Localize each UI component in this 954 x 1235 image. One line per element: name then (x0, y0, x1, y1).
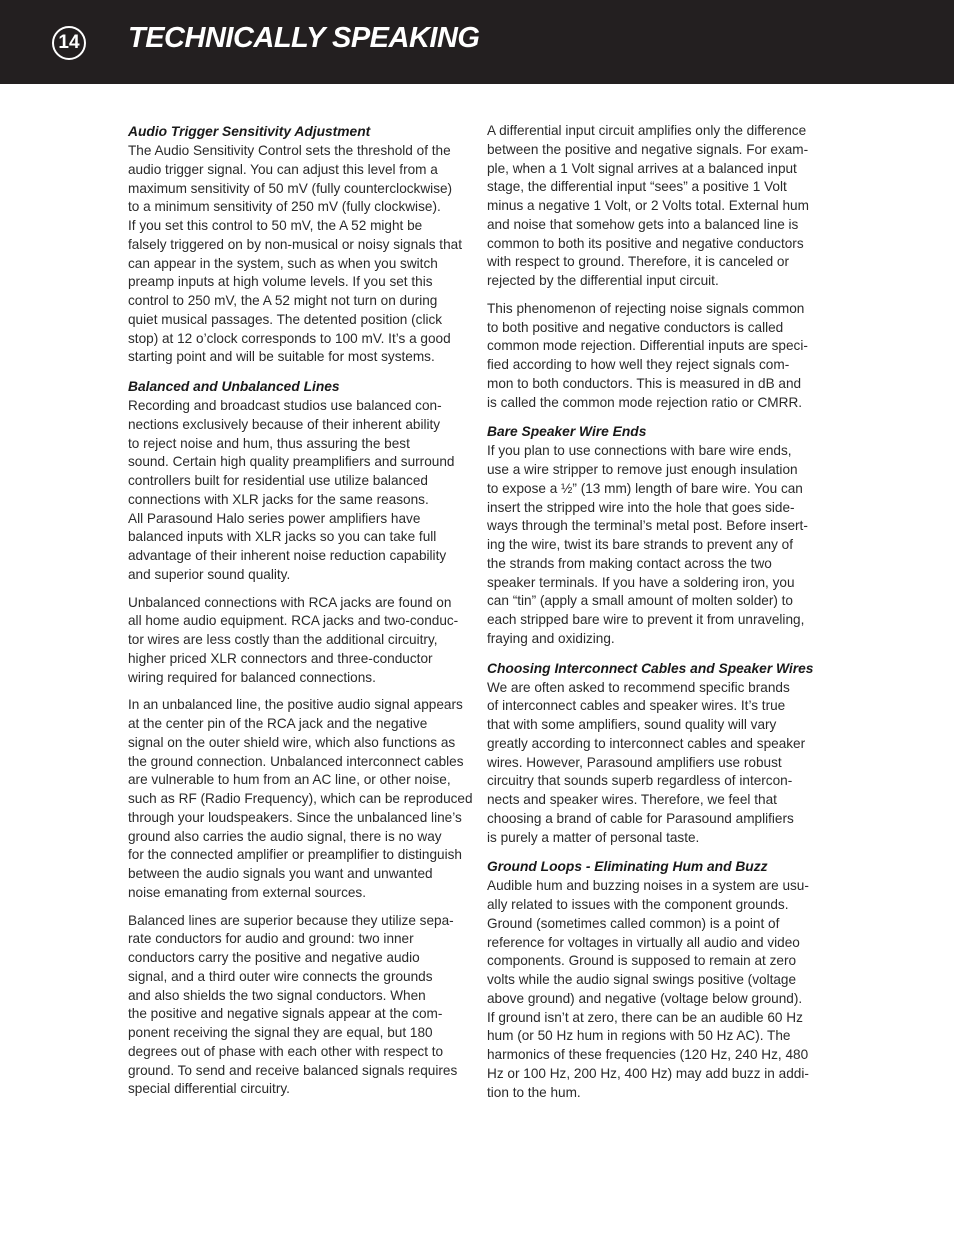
text-line: All Parasound Halo series power amplifiers have (128, 510, 421, 526)
text-line: noise emanating from external sources. (128, 884, 367, 900)
text-line: ple, when a 1 Volt signal arrives at a balanced input (487, 160, 797, 176)
text-line: is purely a matter of personal taste. (487, 829, 700, 845)
section-heading: Balanced and Unbalanced Lines (128, 379, 340, 394)
text-line: quiet musical passages. The detented position (click (128, 311, 443, 327)
text-line: wiring required for balanced connections. (128, 669, 376, 685)
paragraph (128, 912, 468, 1100)
paragraph (128, 142, 468, 367)
paragraph (487, 442, 827, 648)
text-line: harmonics of these frequencies (120 Hz, 240 Hz, 480 (487, 1047, 809, 1062)
section-ground-loops-eliminating-hum-and-buzz (487, 857, 827, 1102)
text-line: mon to both conductors. This is measured in dB and (487, 375, 802, 391)
text-line: can “tin” (apply a small amount of molten solder) to (487, 593, 793, 609)
text-line: Hz or 100 Hz, 200 Hz, 400 Hz) may add buzz in addi- (487, 1065, 809, 1081)
paragraph (487, 877, 827, 1102)
text-line: and noise that somehow gets into a balanced line is (487, 216, 799, 232)
text-line: the ground connection. Unbalanced interconnect cables (128, 753, 464, 769)
text-line: for the connected amplifier or preamplifier to distinguish (128, 847, 462, 863)
text-line: reference for voltages in virtually all audio and video (487, 934, 800, 950)
section-audio-trigger-sensitivity-adjustment (128, 122, 468, 367)
text-line: We are often asked to recommend specific brands (487, 679, 790, 695)
text-line: of interconnect cables and speaker wires. It’s true (487, 698, 786, 714)
text-line: ponent receiving the signal they are equal, but 180 (128, 1025, 433, 1040)
text-line: ways through the terminal’s metal post. Before insert- (487, 518, 808, 534)
text-line: If ground isn’t at zero, there can be an audible 60 Hz (487, 1009, 803, 1025)
text-line: starting point and will be suitable for most systems. (128, 349, 435, 365)
text-line: rejected by the differential input circuit. (487, 273, 719, 288)
text-line: maximum sensitivity of 50 mV (fully counterclockwise) (128, 180, 453, 196)
text-line: falsely triggered on by non-musical or noisy signals that (128, 236, 462, 252)
text-line: stage, the differential input “sees” a positive 1 Volt (487, 179, 787, 195)
text-line: Audible hum and buzzing noises in a system are usu- (487, 878, 809, 894)
text-line: special differential circuitry. (128, 1081, 290, 1097)
text-line: A differential input circuit amplifies only the difference (487, 123, 807, 138)
text-line: fied according to how well they reject signals com- (487, 357, 790, 372)
text-line: choosing a brand of cable for Parasound amplifiers (487, 810, 794, 826)
text-line: common to both its positive and negative conductors (487, 235, 804, 251)
paragraph (128, 397, 468, 585)
text-line: to a minimum sensitivity of 250 mV (fully clockwise). (128, 199, 441, 215)
text-line: to both positive and negative conductors is called (487, 319, 784, 335)
text-line: control to 250 mV, the A 52 might not turn on during (128, 293, 438, 308)
text-line: nections exclusively because of their inherent ability (128, 416, 441, 432)
text-line: This phenomenon of rejecting noise signals common (487, 300, 805, 316)
text-line: sound. Certain high quality preamplifiers and surround (128, 454, 455, 470)
text-line: Ground (sometimes called common) is a point of (487, 915, 780, 931)
text-line: are vulnerable to hum from an AC line, or other noise, (128, 772, 451, 788)
page-number-badge: 14 (52, 26, 86, 60)
section-heading: Choosing Interconnect Cables and Speaker Wires (487, 660, 814, 676)
text-line: higher priced XLR connectors and three-conductor (128, 650, 433, 666)
text-line: between the audio signals you want and unwanted (128, 866, 433, 881)
section-bare-speaker-wire-ends (487, 422, 827, 648)
text-line: and superior sound quality. (128, 566, 291, 582)
text-line: Balanced lines are superior because they utilize sepa- (128, 912, 454, 928)
text-line: ground. To send and receive balanced signals requires (128, 1062, 458, 1078)
text-line: minus a negative 1 Volt, or 2 Volts total. External hum (487, 198, 809, 213)
text-line: all home audio equipment. RCA jacks and two-conduc- (128, 613, 459, 629)
text-line: In an unbalanced line, the positive audio signal appears (128, 697, 463, 713)
page-header (0, 0, 954, 84)
text-line: If you plan to use connections with bare wire ends, (487, 443, 792, 459)
paragraph (128, 594, 468, 688)
section-heading: Bare Speaker Wire Ends (487, 424, 647, 440)
section-heading: Ground Loops - Eliminating Hum and Buzz (487, 859, 768, 875)
section-intro (487, 122, 827, 412)
text-line: If you set this control to 50 mV, the A 52 might be (128, 218, 423, 233)
paragraph (128, 696, 473, 902)
text-line: preamp inputs at high volume levels. If you set this (128, 274, 433, 290)
text-line: connections with XLR jacks for the same reasons. (128, 491, 429, 507)
text-line: with respect to ground. Therefore, it is canceled or (487, 254, 789, 270)
text-line: can appear in the system, such as when you switch (128, 255, 438, 271)
text-line: Unbalanced connections with RCA jacks are found on (128, 594, 452, 610)
text-line: above ground) and negative (voltage below ground). (487, 990, 803, 1006)
text-line: tor wires are less costly than the additional circuitry, (128, 632, 438, 647)
text-line: nects and speaker wires. Therefore, we feel that (487, 792, 777, 807)
text-line: The Audio Sensitivity Control sets the threshold of the (128, 143, 451, 158)
text-line: to reject noise and hum, thus assuring the best (128, 435, 410, 451)
section-balanced-and-unbalanced-lines (128, 377, 473, 1099)
text-line: is called the common mode rejection ratio or CMRR. (487, 394, 803, 410)
text-line: each stripped bare wire to prevent it from unraveling, (487, 612, 805, 627)
text-line: fraying and oxidizing. (487, 630, 615, 646)
text-line: advantage of their inherent noise reduction capability (128, 548, 447, 563)
text-line: signal, and a third outer wire connects the grounds (128, 968, 433, 984)
text-line: signal on the outer shield wire, which also functions as (128, 734, 456, 750)
section-choosing-interconnect-cables-and-speaker-wires (487, 659, 827, 848)
text-line: through your loudspeakers. Since the unbalanced line’s (128, 809, 462, 825)
paragraph (487, 300, 827, 413)
text-line: between the positive and negative signals. For exam- (487, 141, 809, 157)
right-column (487, 122, 827, 1112)
text-line: hum (or 50 Hz hum in regions with 50 Hz AC). The (487, 1028, 791, 1044)
text-line: the strands from making contact across the two (487, 555, 772, 571)
text-line: ground also carries the audio signal, there is no way (128, 828, 442, 844)
text-line: to expose a ½” (13 mm) length of bare wire. You can (487, 480, 803, 496)
text-line: use a wire stripper to remove just enough insulation (487, 462, 798, 477)
text-line: volts while the audio signal swings positive (voltage (487, 972, 797, 987)
text-line: greatly according to interconnect cables and speaker (487, 735, 806, 751)
text-line: that with some amplifiers, sound quality will vary (487, 717, 777, 732)
text-line: stop) at 12 o’clock corresponds to 100 mV. It’s a good (128, 330, 451, 346)
text-line: audio trigger signal. You can adjust this level from a (128, 161, 438, 177)
text-line: balanced inputs with XLR jacks so you can take full (128, 529, 437, 545)
paragraph (487, 679, 827, 848)
text-line: such as RF (Radio Frequency), which can be reproduced (128, 791, 473, 806)
text-line: conductors carry the positive and negative audio (128, 950, 420, 965)
paragraph (487, 122, 827, 291)
text-line: tion to the hum. (487, 1084, 581, 1100)
text-line: ally related to issues with the component grounds. (487, 897, 789, 912)
text-line: degrees out of phase with each other with respect to (128, 1043, 444, 1059)
text-line: the positive and negative signals appear at the com- (128, 1006, 443, 1022)
text-line: and also shields the two signal conductors. When (128, 987, 426, 1003)
text-line: rate conductors for audio and ground: two inner (128, 931, 414, 947)
text-line: ing the wire, twist its bare strands to prevent any of (487, 537, 794, 552)
text-line: speaker terminals. If you have a soldering iron, you (487, 574, 795, 590)
text-line: common mode rejection. Differential inputs are speci- (487, 338, 808, 354)
text-line: insert the stripped wire into the hole that goes side- (487, 499, 795, 515)
text-line: at the center pin of the RCA jack and the negative (128, 716, 428, 731)
text-line: Recording and broadcast studios use balanced con- (128, 398, 442, 413)
page-title: TECHNICALLY SPEAKING (128, 22, 480, 54)
text-line: circuitry that sounds superb regardless of intercon- (487, 773, 793, 789)
text-line: wires. However, Parasound amplifiers use robust (487, 754, 782, 770)
text-line: controllers built for residential use utilize balanced (128, 473, 428, 488)
text-line: components. Ground is supposed to remain at zero (487, 953, 797, 969)
left-column (128, 122, 473, 1109)
section-heading: Audio Trigger Sensitivity Adjustment (128, 124, 371, 139)
